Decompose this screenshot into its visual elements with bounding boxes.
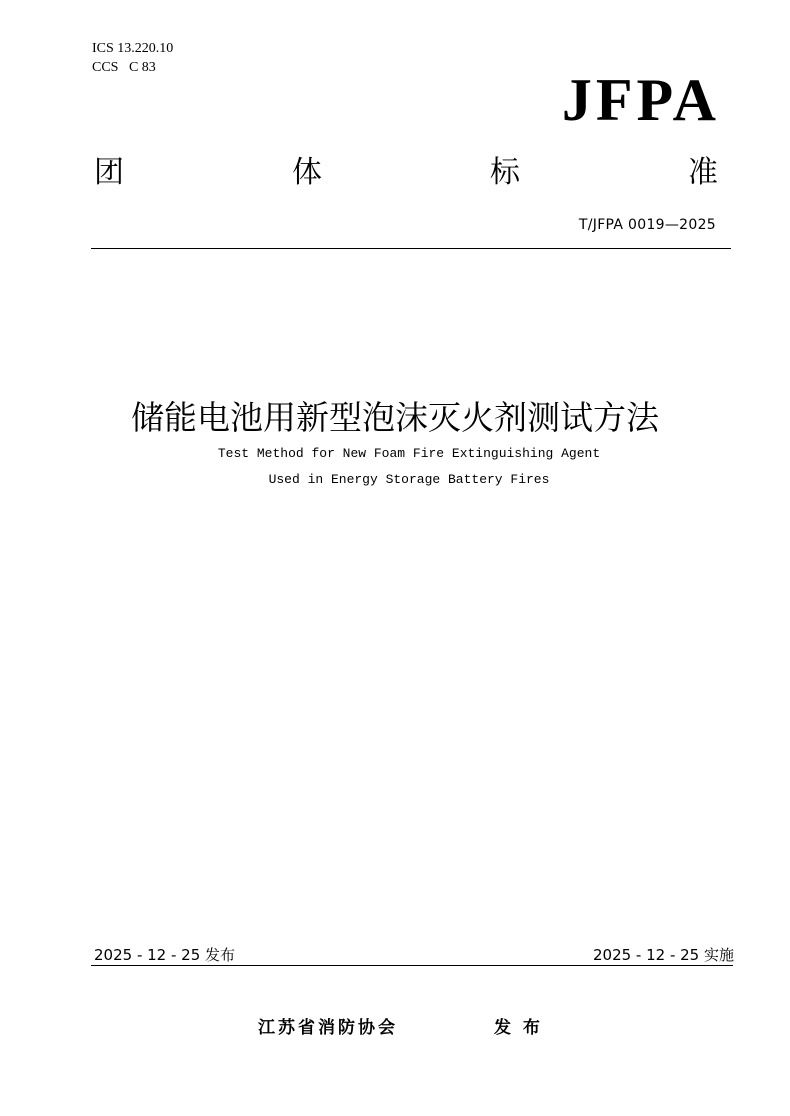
- implement-date: 2025 - 12 - 25 实施: [592, 946, 734, 964]
- publisher-org: 江苏省消防协会: [258, 1018, 398, 1038]
- standard-type-char-1: 团: [94, 155, 124, 190]
- publish-date: 2025 - 12 - 25 发布: [94, 946, 236, 964]
- classification-codes: [92, 39, 173, 77]
- jfpa-logo: JFPA: [561, 67, 720, 133]
- standard-type-char-3: 标: [490, 155, 520, 190]
- publisher-action: 发 布: [494, 1018, 543, 1038]
- ics-code: ICS 13.220.10: [92, 41, 174, 56]
- title-cn-text: 储能电池用新型泡沫灭火剂测试方法: [131, 398, 659, 437]
- standard-type-char-2: 体: [292, 155, 322, 190]
- ccs-code: CCS C 83: [92, 60, 156, 75]
- document-title-en-line2: Used in Energy Storage Battery Fires: [268, 472, 550, 487]
- document-title-cn: [0, 396, 790, 440]
- header-divider: [91, 248, 731, 249]
- document-title-en-line1: Test Method for New Foam Fire Extinguishing Agent: [217, 446, 601, 461]
- footer-divider: [91, 965, 733, 966]
- standard-number: T/JFPA 0019—2025: [578, 217, 716, 233]
- standard-type-char-4: 准: [688, 155, 718, 190]
